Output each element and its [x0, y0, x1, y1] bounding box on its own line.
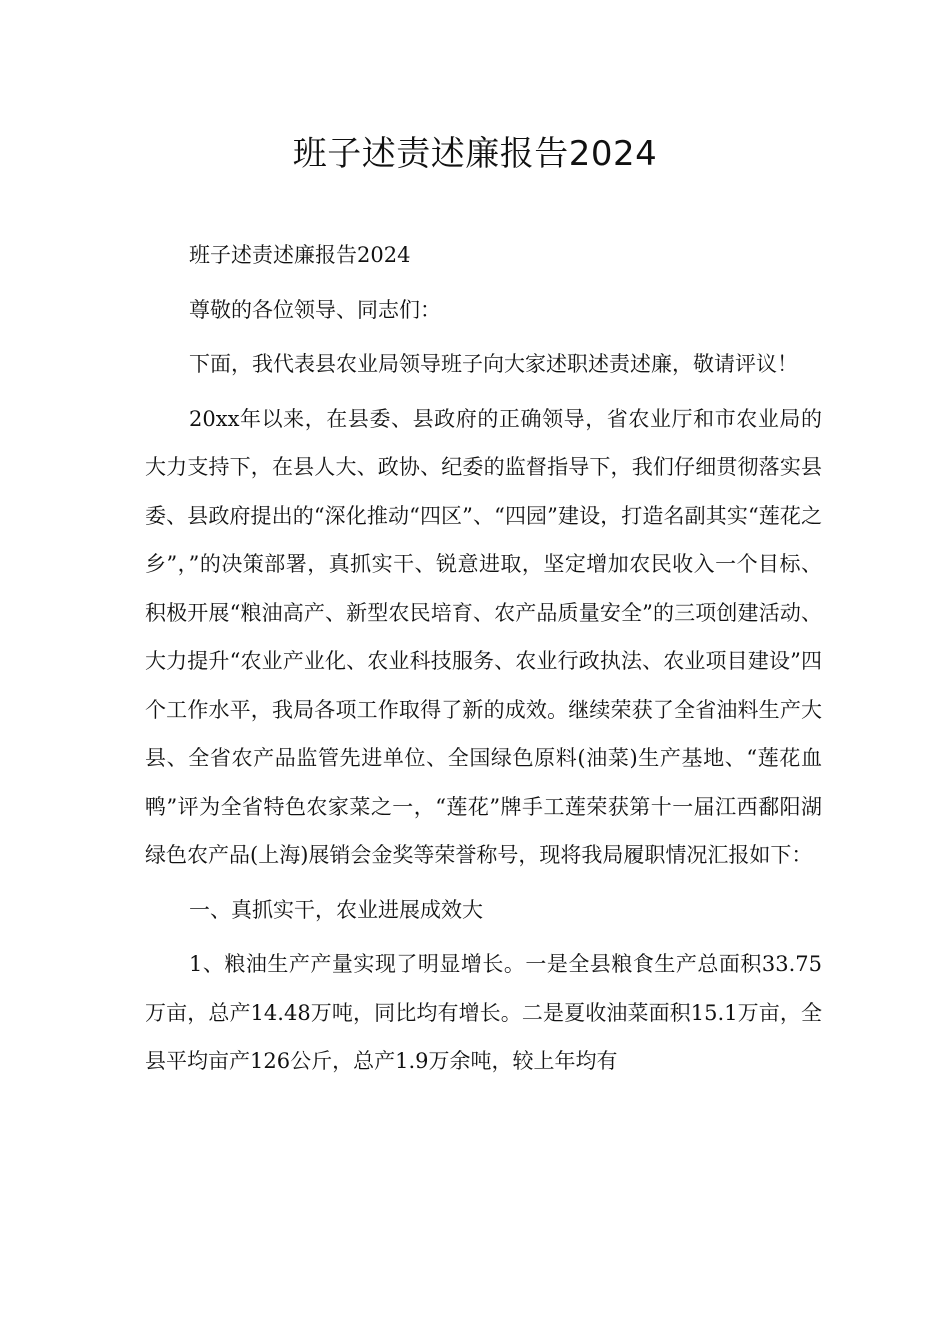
paragraph-main-summary: 20xx年以来，在县委、县政府的正确领导，省农业厅和市农业局的大力支持下，在县人大、政协、纪委的监督指导下，我们仔细贯彻落实县委、县政府提出的“深化推动“四区”、“四园”建设，打造名副其实“莲花之乡”，”的决策部署，真抓实干、锐意进取，坚定增加农民收入一个目标、积极开展“粮油高产、新型农民培育、农产品质量安全”的三项创建活动、大力提升“农业产业化、农业科技服务、农业行政执法、农业项目建设”四个工作水平，我局各项工作取得了新的成效。继续荣获了全省油料生产大县、全省农产品监管先进单位、全国绿色原料(油菜)生产基地、“莲花血鸭”评为全省特色农家菜之一，“莲花”牌手工莲荣获第十一届江西鄱阳湖绿色农产品(上海)展销会金奖等荣誉称号，现将我局履职情况汇报如下：	[145, 406, 822, 867]
paragraph-subtitle: 班子述责述廉报告2024	[189, 243, 411, 267]
paragraph-grain-oil-production: 1、粮油生产产量实现了明显增长。一是全县粮食生产总面积33.75万亩，总产14.48万吨，同比均有增长。二是夏收油菜面积15.1万亩，全县平均亩产126公斤，总产1.9万余吨，较上年均有	[145, 952, 822, 1073]
paragraph-intro: 下面，我代表县农业局领导班子向大家述职述责述廉，敬请评议！	[189, 352, 798, 376]
document-title: 班子述责述廉报告2024	[292, 134, 658, 174]
paragraph-salutation: 尊敬的各位领导、同志们：	[189, 297, 441, 322]
section-heading-1: 一、真抓实干，农业进展成效大	[189, 897, 483, 922]
document-body	[145, 231, 822, 1092]
